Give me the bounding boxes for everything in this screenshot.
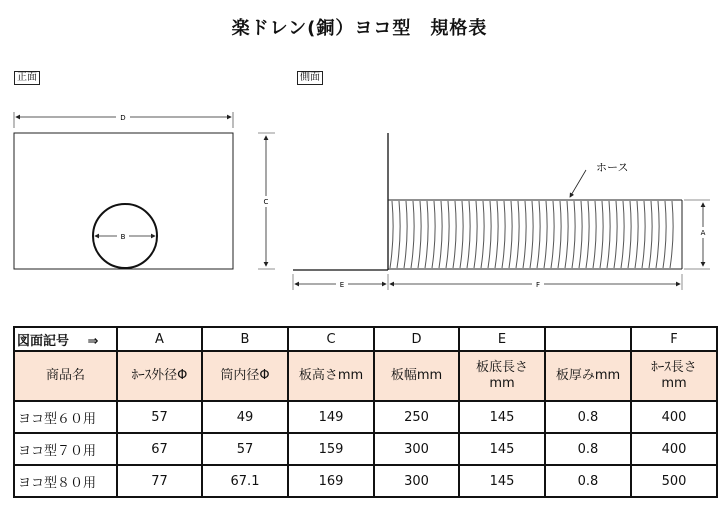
table-cell: 67: [117, 433, 202, 465]
hose-rib: [439, 201, 442, 268]
table-cell: 149: [288, 401, 374, 433]
hose-rib: [425, 201, 428, 268]
hose-rib: [418, 201, 421, 268]
hose-rib: [579, 201, 582, 268]
hose-rib: [502, 201, 505, 268]
front-view: [14, 111, 275, 269]
side-dim-a-label: A: [700, 229, 706, 237]
column-header: 板底長さmm: [459, 351, 545, 401]
hose-rib: [488, 201, 491, 268]
hose-rib: [642, 201, 645, 268]
table-cell: 0.8: [545, 401, 631, 433]
hose-rib: [635, 201, 638, 268]
table-cell: 400: [631, 401, 717, 433]
table-cell: 77: [117, 465, 202, 497]
product-name-cell: ヨコ型７０用: [14, 433, 117, 465]
table-cell: 500: [631, 465, 717, 497]
hose-rib: [404, 201, 407, 268]
spec-table: [13, 326, 718, 498]
hose-rib: [509, 201, 512, 268]
table-cell: 169: [288, 465, 374, 497]
code-cell: [545, 327, 631, 351]
hose-rib: [390, 201, 393, 268]
hose-rib: [670, 201, 673, 268]
hose-rib: [397, 201, 400, 268]
hose-rib: [474, 201, 477, 268]
column-header: 筒内径Φ: [202, 351, 288, 401]
front-plate: [14, 133, 233, 269]
hose-rib: [495, 201, 498, 268]
hose-rib: [600, 201, 603, 268]
table-cell: 67.1: [202, 465, 288, 497]
hose-rib: [628, 201, 631, 268]
hose-rib: [593, 201, 596, 268]
table-cell: 0.8: [545, 465, 631, 497]
header-key-label: 図面記号: [17, 333, 70, 349]
table-row: [14, 433, 717, 465]
hose-rib: [467, 201, 470, 268]
table-cell: 57: [117, 401, 202, 433]
front-dim-b-label: B: [120, 233, 126, 241]
code-cell: C: [288, 327, 374, 351]
table-row: [14, 465, 717, 497]
hose-rib: [565, 201, 568, 268]
hose-rib: [481, 201, 484, 268]
table-cell: 300: [374, 465, 459, 497]
table-cell: 145: [459, 465, 545, 497]
table-cell: 145: [459, 401, 545, 433]
hose-rib: [530, 201, 533, 268]
hose-rib: [432, 201, 435, 268]
column-header: ﾎｰｽ外径Φ: [117, 351, 202, 401]
hose-rib: [649, 201, 652, 268]
side-dim-f-label: F: [535, 281, 541, 289]
hose-corrugation: [390, 201, 673, 268]
code-cell: B: [202, 327, 288, 351]
hose-rib: [516, 201, 519, 268]
table-cell: 400: [631, 433, 717, 465]
hose-rib: [460, 201, 463, 268]
column-header: 板幅mm: [374, 351, 459, 401]
hose-rib: [656, 201, 659, 268]
hose-rib: [411, 201, 414, 268]
hose-rib: [663, 201, 666, 268]
header-key-cell: [14, 327, 117, 351]
product-name-cell: ヨコ型８０用: [14, 465, 117, 497]
hose-rib: [544, 201, 547, 268]
hose-rib: [523, 201, 526, 268]
hose-rib: [551, 201, 554, 268]
hose-label: ホース: [596, 161, 629, 174]
hose-rib: [558, 201, 561, 268]
table-cell: 145: [459, 433, 545, 465]
table-cell: 57: [202, 433, 288, 465]
hose-leader-line: [570, 170, 586, 197]
side-view-label: 側面: [297, 71, 323, 85]
column-header: ﾎｰｽ長さmm: [631, 351, 717, 401]
page-title: 楽ドレン(銅）ヨコ型 規格表: [231, 18, 488, 39]
table-cell: 300: [374, 433, 459, 465]
hose-rib: [453, 201, 456, 268]
table-cell: 250: [374, 401, 459, 433]
code-cell: F: [631, 327, 717, 351]
hose-rib: [537, 201, 540, 268]
table-cell: 159: [288, 433, 374, 465]
table-row: [14, 401, 717, 433]
code-cell: D: [374, 327, 459, 351]
table-cell: 49: [202, 401, 288, 433]
front-dim-c-label: C: [263, 198, 269, 206]
code-cell: E: [459, 327, 545, 351]
hose-rib: [607, 201, 610, 268]
arrow-right-icon: ⇒: [87, 333, 99, 349]
column-header: 商品名: [14, 351, 117, 401]
product-name-cell: ヨコ型６０用: [14, 401, 117, 433]
front-view-label: 正面: [14, 71, 40, 85]
table-cell: 0.8: [545, 433, 631, 465]
hose-rib: [621, 201, 624, 268]
column-header: 板厚みmm: [545, 351, 631, 401]
table-code-row: [14, 327, 717, 351]
column-header: 板高さmm: [288, 351, 374, 401]
side-view: [293, 133, 710, 290]
hose-rib: [446, 201, 449, 268]
code-cell: A: [117, 327, 202, 351]
hose-rib: [572, 201, 575, 268]
hose-rib: [586, 201, 589, 268]
hose-rib: [614, 201, 617, 268]
side-dim-e-label: E: [339, 281, 345, 289]
front-dim-d-label: D: [120, 114, 126, 122]
table-header-row: [14, 351, 717, 401]
